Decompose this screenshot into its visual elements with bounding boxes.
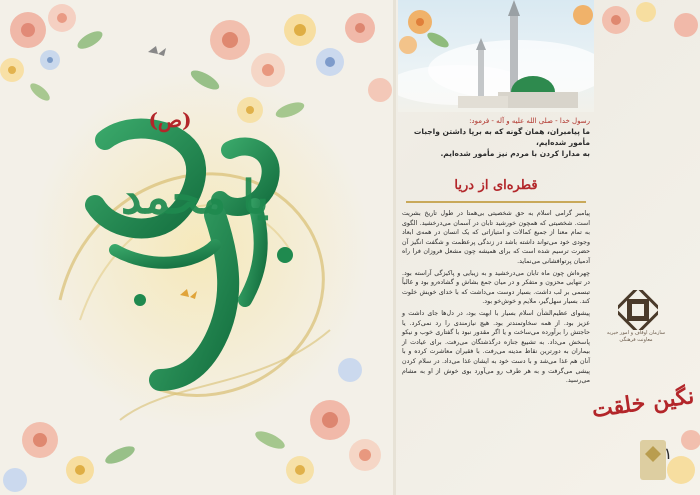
body-paragraph: پیشوای عظیم‌الشأن اسلام بسیار با ابهت بود، در دل‌ها جای داشت و عزیز بود. از همه سخاوتمندتر بود. هیچ نیازمندی را رد نمی‌کرد. یا حاجتش را برآورده می‌ساخت و یا اگر مقدور نبود با گفتاری خوب و نیکو پاسخش می‌داد. به تشییع جنازه درگذشتگان می‌رفت. برای عیادت از بیماران به دورترین نقاط مدینه می‌رفت. با فقیران معاشرت کرده و با آنان هم غذا می‌شد و با دست خود به ایشان غذا می‌داد. در سلام کردن پیشی می‌گرفت و به هر طرف رو می‌آورد بوی خوش از او به مشام می‌رسید. [402,309,590,385]
body-paragraph: پیامبر گرامی اسلام به حق شخصیتی بی‌همتا در طول تاریخ بشریت است. شخصیتی که همچون خورشید تابان در آسمان می‌درخشید. الگوی به تمام معنا از جمیع کمالات و امتیازاتی که یک انسان در همه‌ی ابعاد وجودی خود می‌تواند داشته باشد در زندگی پرعظمت و شگفت انگیز آن حضرت ترسیم شده است که برای همیشه چون مشعل فروزان فرا راه آدمیان پرتوافشانی می‌نماید. [402,210,590,265]
org-name [606,330,666,344]
page-number: ۱ [663,444,673,463]
title-ornament-line [406,201,586,203]
text-column [398,0,594,495]
mosque-illustration [398,0,594,112]
org-logo [618,290,658,330]
brand-strip [590,0,700,495]
series-title: نگین خلقت [590,382,696,424]
strip-decoration [596,0,700,495]
body-paragraph: چهره‌اش چون ماه تابان می‌درخشید و به زیبایی و پاکیزگی آراسته بود. در تنهایی محزون و متفکر و در میان جمع بشاش و گشاده‌رو بود و غالباً تبسمی بر لب داشت. بسیار دوست می‌داشت که با خدای خویش خلوت کند. بسیار سهل‌گیر، ملایم و خوش‌خو بود. [402,269,590,306]
mosque-image [398,0,594,112]
org-name-line: معاونت فرهنگی [619,337,653,343]
quote-line: ما پیامبران، همان گونه که به برپا داشتن واجبات مأمور شده‌ایم، [413,127,590,147]
quote-attribution: رسول خدا - صلی الله علیه و آله - فرمود: [469,117,590,125]
article-body [402,209,590,386]
hadith-quote [402,116,590,159]
org-name-line: سازمان اوقاف و امور خیریه [606,330,666,336]
org-emblem-icon [618,290,658,330]
section-title: قطره‌ای از دریا [454,178,538,193]
panel-divider [393,0,396,495]
calligraphy-title: یا محمد [121,170,269,224]
quote-line: به مدارا کردن با مردم نیز مأمور شده‌ایم. [440,149,590,158]
honorific: (ص) [148,108,192,132]
